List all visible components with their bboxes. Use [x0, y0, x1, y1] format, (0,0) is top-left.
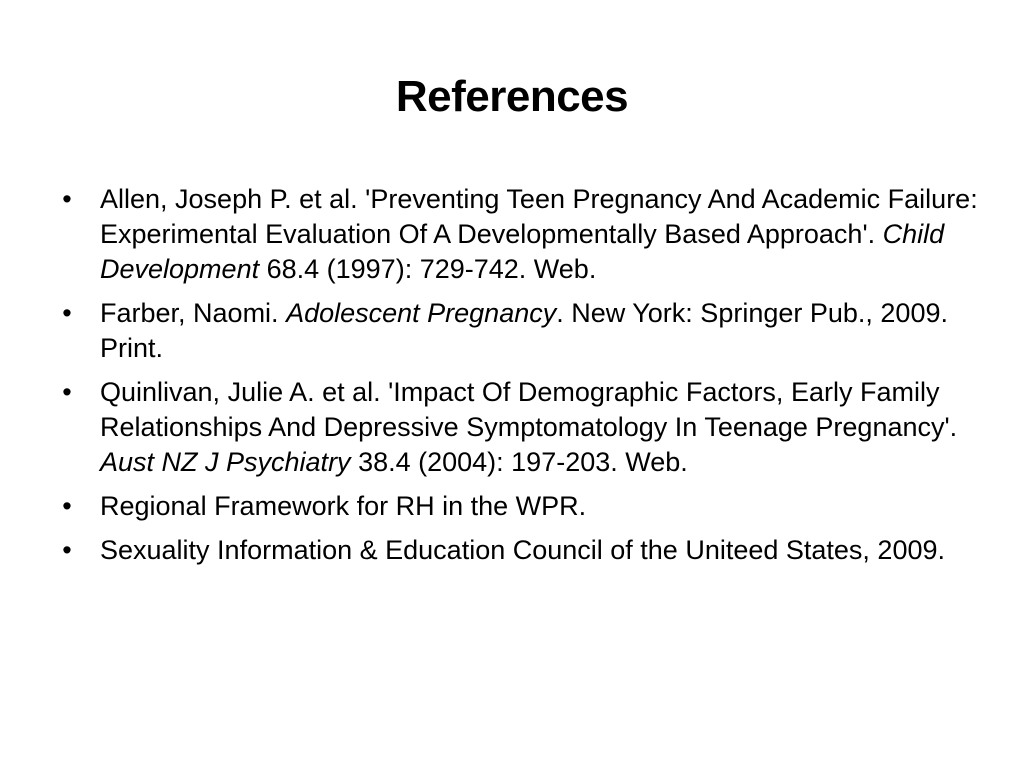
bullet-icon: • — [62, 298, 72, 328]
reference-details: 68.4 (1997): 729-742. Web. — [259, 254, 597, 284]
bullet-icon: • — [62, 184, 72, 214]
reference-source-title: Child Development — [100, 219, 945, 284]
reference-text: Sexuality Information & Education Council of the Uniteed States, 2009. — [100, 535, 946, 565]
reference-text: Regional Framework for RH in the WPR. — [100, 491, 587, 521]
reference-list — [55, 182, 995, 577]
bullet-icon: • — [62, 491, 72, 521]
reference-item — [55, 296, 995, 366]
bullet-icon: • — [62, 377, 72, 407]
bullet-icon: • — [62, 535, 72, 565]
reference-source-title: Adolescent Pregnancy — [286, 298, 557, 328]
reference-item — [55, 375, 995, 480]
reference-item — [55, 182, 995, 287]
reference-details: 38.4 (2004): 197-203. Web. — [350, 447, 688, 477]
reference-item — [55, 489, 995, 524]
reference-source-title: Aust NZ J Psychiatry — [100, 447, 351, 477]
reference-text: Farber, Naomi. — [100, 298, 287, 328]
reference-text: Allen, Joseph P. et al. 'Preventing Teen Pregnancy And Academic Failure: Experimental Evaluation Of A Developmentally Based Approach'. — [100, 184, 978, 249]
reference-text: Quinlivan, Julie A. et al. 'Impact Of Demographic Factors, Early Family Relationships And Depressive Symptomatology In Teenage Pregnancy'. — [100, 377, 958, 442]
slide-title: References — [395, 72, 629, 121]
reference-details: . New York: Springer Pub., 2009. Print. — [100, 298, 948, 363]
reference-item — [55, 533, 995, 568]
